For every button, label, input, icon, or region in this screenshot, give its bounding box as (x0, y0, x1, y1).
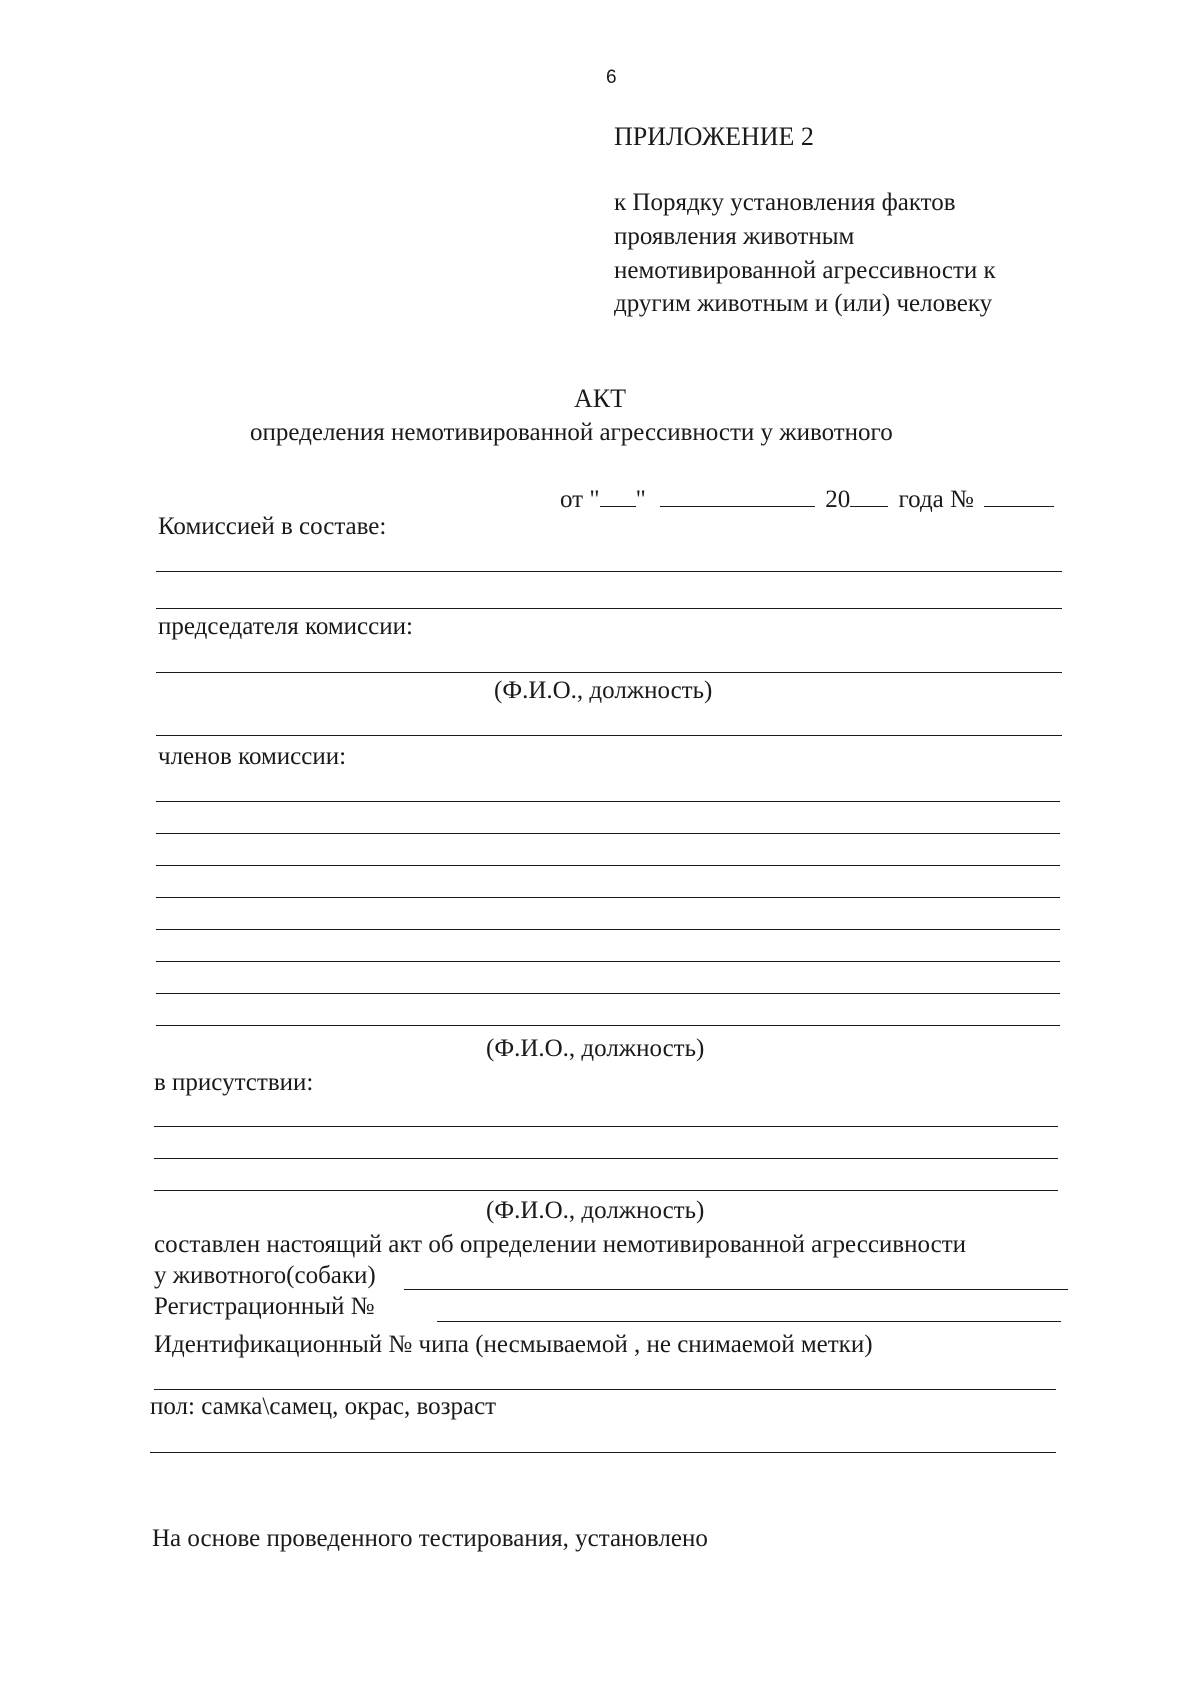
member-line[interactable] (156, 993, 1060, 994)
chip-line[interactable] (154, 1389, 1056, 1390)
sex-label: пол: самка\самец, окрас, возраст (150, 1393, 497, 1420)
act-title: АКТ (574, 384, 626, 413)
date-line (560, 486, 1054, 512)
member-line[interactable] (156, 865, 1060, 866)
appendix-ref-line: к Порядку установления фактов (614, 189, 956, 216)
chairman-label: председателя комиссии: (158, 613, 413, 640)
appendix-ref-line: немотивированной агрессивности к (614, 257, 996, 284)
animal-line[interactable] (404, 1289, 1068, 1290)
presence-line[interactable] (154, 1190, 1058, 1191)
conclusion-label: На основе проведенного тестирования, установлено (152, 1525, 708, 1552)
member-line[interactable] (156, 929, 1060, 930)
chairman-line[interactable] (156, 735, 1062, 736)
appendix-ref-line: проявления животным (614, 223, 855, 250)
registration-label: Регистрационный № (154, 1293, 375, 1320)
page-number: 6 (606, 67, 617, 88)
member-line[interactable] (156, 897, 1060, 898)
fio-hint: (Ф.И.О., должность) (486, 1035, 705, 1062)
act-subtitle: определения немотивированной агрессивности у животного (250, 419, 893, 446)
act-drawn-text: составлен настоящий акт об определении немотивированной агрессивности (154, 1231, 966, 1258)
member-line[interactable] (156, 833, 1060, 834)
date-year-word: года № (898, 486, 974, 513)
member-line[interactable] (156, 961, 1060, 962)
chairman-line[interactable] (156, 672, 1062, 673)
year-field[interactable] (850, 486, 888, 507)
presence-line[interactable] (154, 1158, 1058, 1159)
sex-line[interactable] (150, 1452, 1056, 1453)
presence-label: в присутствии: (154, 1069, 314, 1096)
appendix-title: ПРИЛОЖЕНИЕ 2 (614, 122, 814, 151)
appendix-ref-line: другим животным и (или) человеку (614, 290, 993, 317)
day-field[interactable] (600, 486, 636, 507)
member-line[interactable] (156, 1025, 1060, 1026)
animal-label: у животного(собаки) (154, 1262, 376, 1289)
month-field[interactable] (660, 486, 815, 507)
member-line[interactable] (156, 801, 1060, 802)
date-prefix: от " (560, 486, 600, 513)
presence-line[interactable] (154, 1126, 1058, 1127)
date-quote-close: " (635, 486, 646, 513)
chip-label: Идентификационный № чипа (несмываемой , не снимаемой метки) (154, 1331, 873, 1358)
fio-hint: (Ф.И.О., должность) (486, 1197, 705, 1224)
date-century: 20 (825, 486, 851, 513)
fio-hint: (Ф.И.О., должность) (494, 677, 713, 704)
act-number-field[interactable] (984, 486, 1054, 507)
commission-line[interactable] (156, 571, 1062, 572)
commission-label: Комиссией в составе: (158, 513, 387, 540)
members-label: членов комиссии: (158, 743, 347, 770)
commission-line[interactable] (156, 608, 1062, 609)
registration-line[interactable] (437, 1321, 1061, 1322)
